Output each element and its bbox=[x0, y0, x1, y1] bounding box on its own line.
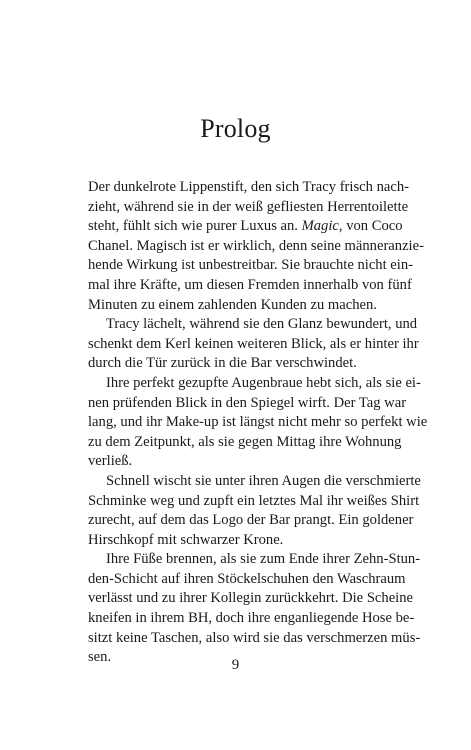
text-line: den-Schicht auf ihren Stöckelschuhen den Waschraum bbox=[88, 570, 406, 587]
text-line bbox=[88, 217, 403, 237]
text-fragment: , von Coco bbox=[338, 218, 403, 235]
text-line: Tracy lächelt, während sie den Glanz bewundert, und bbox=[106, 316, 418, 333]
text-line: nen prüfenden Blick in den Spiegel wirft. Der Tag war bbox=[88, 394, 407, 411]
text-line: lang, und ihr Make-up ist längst nicht mehr so perfekt wie bbox=[88, 414, 428, 431]
text-line: sitzt keine Taschen, also wird sie das verschmerzen müs- bbox=[88, 629, 421, 646]
italic-brand-name: Magic bbox=[301, 218, 339, 235]
text-line: Ihre Füße brennen, als sie zum Ende ihrer Zehn-Stun- bbox=[106, 551, 421, 568]
page-number: 9 bbox=[231, 657, 240, 673]
text-line: durch die Tür zurück in die Bar verschwindet. bbox=[88, 355, 357, 372]
text-line: Minuten zu einem zahlenden Kunden zu machen. bbox=[88, 296, 377, 313]
text-line: kneifen in ihrem BH, doch ihre enganliegende Hose be- bbox=[88, 610, 415, 627]
text-line: Schnell wischt sie unter ihren Augen die verschmierte bbox=[106, 472, 421, 489]
text-line: mal ihre Kräfte, um diesen Fremden innerhalb von fünf bbox=[88, 276, 412, 293]
text-fragment: steht, fühlt sich wie purer Luxus an. bbox=[88, 218, 302, 235]
text-line: verlässt und zu ihrer Kollegin zurückkehrt. Die Scheine bbox=[88, 590, 414, 607]
text-line: verließ. bbox=[88, 453, 133, 470]
text-line: Ihre perfekt gezupfte Augenbraue hebt sich, als sie ei- bbox=[106, 374, 421, 391]
text-line: hende Wirkung ist unbestreitbar. Sie brauchte nicht ein- bbox=[88, 257, 413, 274]
text-line: zu dem Zeitpunkt, als sie gegen Mittag ihre Wohnung bbox=[88, 433, 402, 450]
text-line: Schminke weg und zupft ein letztes Mal ihr weißes Shirt bbox=[88, 492, 420, 509]
chapter-title: Prolog bbox=[200, 114, 271, 143]
text-line: schenkt dem Kerl keinen weiteren Blick, als er hinter ihr bbox=[88, 335, 419, 352]
text-line: sen. bbox=[88, 649, 112, 666]
text-line: zurecht, auf dem das Logo der Bar prangt. Ein goldener bbox=[88, 512, 414, 529]
text-line: Chanel. Magisch ist er wirklich, denn seine männeranzie- bbox=[88, 237, 424, 254]
text-line: Hirschkopf mit schwarzer Krone. bbox=[88, 531, 284, 548]
text-line: Der dunkelrote Lippenstift, den sich Tracy frisch nach- bbox=[88, 179, 409, 195]
text-line: zieht, während sie in der weiß gefliesten Herrentoilette bbox=[88, 198, 409, 215]
body-text bbox=[88, 178, 428, 668]
